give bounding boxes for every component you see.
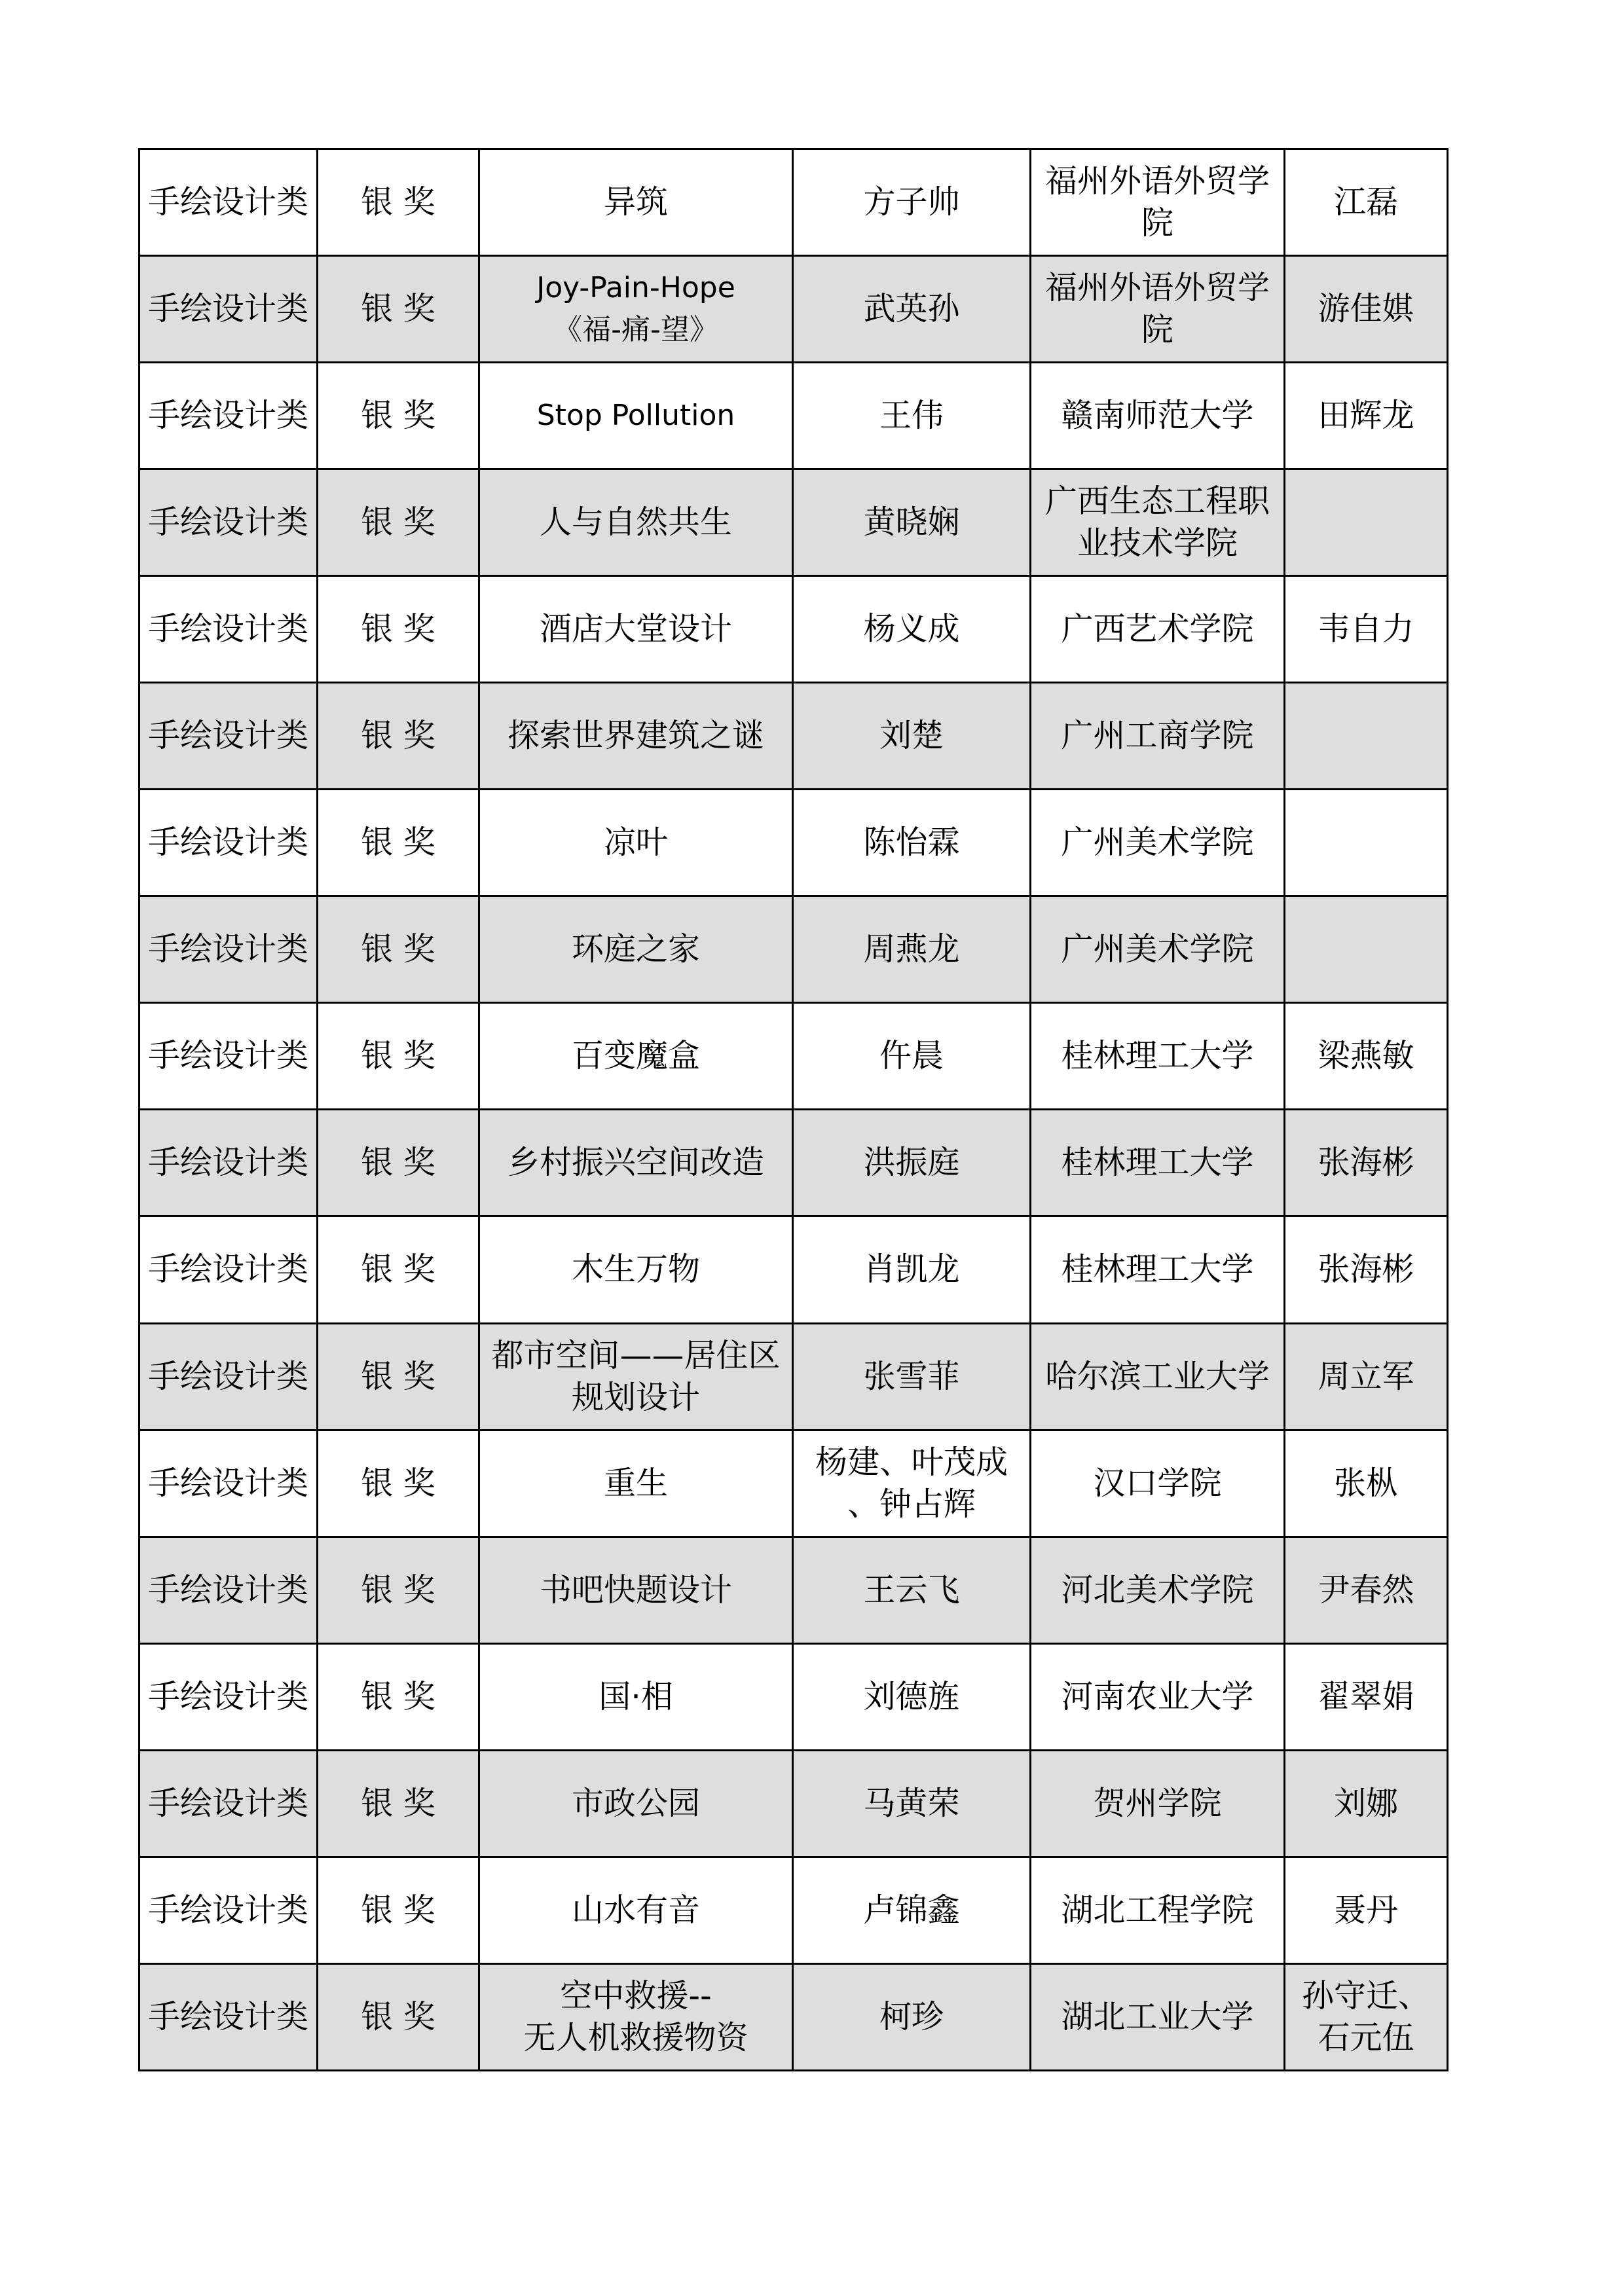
table-row bbox=[139, 896, 1448, 1003]
table-row bbox=[139, 1003, 1448, 1110]
work-title-line: 空中救援-- bbox=[560, 1977, 712, 2014]
advisor-cell bbox=[1285, 149, 1448, 256]
advisor-line: 游佳娸 bbox=[1318, 290, 1414, 328]
school-cell bbox=[1031, 1323, 1285, 1430]
school-cell bbox=[1031, 363, 1285, 469]
category-cell: 手绘设计类 bbox=[139, 1216, 318, 1323]
school-cell bbox=[1031, 1750, 1285, 1857]
advisor-line: 石元伍 bbox=[1318, 2018, 1414, 2056]
author-cell bbox=[793, 1643, 1031, 1750]
table-row bbox=[139, 1537, 1448, 1643]
advisor-cell bbox=[1285, 1430, 1448, 1537]
work-title-line: 人与自然共生 bbox=[539, 503, 732, 541]
school-cell bbox=[1031, 790, 1285, 896]
award-cell: 银 奖 bbox=[318, 1643, 479, 1750]
school-cell bbox=[1031, 576, 1285, 683]
advisor-cell bbox=[1285, 683, 1448, 790]
table-row bbox=[139, 256, 1448, 363]
school-cell bbox=[1031, 683, 1285, 790]
advisor-cell bbox=[1285, 1750, 1448, 1857]
award-cell: 银 奖 bbox=[318, 896, 479, 1003]
author-line: 方子帅 bbox=[863, 183, 960, 221]
award-cell: 银 奖 bbox=[318, 1110, 479, 1216]
work-title-line: 乡村振兴空间改造 bbox=[507, 1144, 764, 1182]
table-row bbox=[139, 1857, 1448, 1963]
author-cell bbox=[793, 576, 1031, 683]
author-line: 杨建、叶茂成 bbox=[815, 1443, 1008, 1481]
award-table bbox=[138, 148, 1449, 2071]
author-line: 刘德旌 bbox=[863, 1677, 960, 1715]
work-title-line: Joy-Pain-Hope bbox=[536, 271, 735, 305]
advisor-cell bbox=[1285, 1216, 1448, 1323]
school-line: 河南农业大学 bbox=[1061, 1677, 1254, 1715]
school-cell bbox=[1031, 1110, 1285, 1216]
author-line: 刘楚 bbox=[879, 717, 944, 755]
table-row bbox=[139, 1643, 1448, 1750]
school-line: 院 bbox=[1141, 204, 1173, 242]
advisor-line: 翟翠娟 bbox=[1318, 1677, 1414, 1715]
school-line: 广西生态工程职 bbox=[1044, 483, 1270, 520]
school-line: 福州外语外贸学 bbox=[1044, 162, 1270, 200]
category-cell: 手绘设计类 bbox=[139, 149, 318, 256]
author-line: 仵晨 bbox=[879, 1037, 944, 1075]
school-line: 广州工商学院 bbox=[1061, 717, 1254, 755]
school-line: 湖北工业大学 bbox=[1061, 1997, 1254, 2035]
work-title-line: 都市空间——居住区 bbox=[491, 1336, 781, 1374]
author-line: 杨义成 bbox=[863, 610, 960, 648]
work-title-cell bbox=[479, 1857, 793, 1963]
award-cell: 银 奖 bbox=[318, 149, 479, 256]
category-cell: 手绘设计类 bbox=[139, 1537, 318, 1643]
table-row bbox=[139, 363, 1448, 469]
award-cell: 银 奖 bbox=[318, 1963, 479, 2070]
category-cell: 手绘设计类 bbox=[139, 1643, 318, 1750]
work-title-line: 百变魔盒 bbox=[571, 1037, 700, 1075]
advisor-cell bbox=[1285, 469, 1448, 576]
advisor-line: 梁燕敏 bbox=[1318, 1037, 1414, 1075]
table-row bbox=[139, 1750, 1448, 1857]
work-title-line: 重生 bbox=[603, 1464, 668, 1502]
award-cell: 银 奖 bbox=[318, 790, 479, 896]
table-row bbox=[139, 1963, 1448, 2070]
table-row bbox=[139, 683, 1448, 790]
category-cell: 手绘设计类 bbox=[139, 469, 318, 576]
author-cell bbox=[793, 1003, 1031, 1110]
work-title-cell bbox=[479, 1110, 793, 1216]
school-line: 汉口学院 bbox=[1093, 1464, 1222, 1502]
advisor-cell bbox=[1285, 1857, 1448, 1963]
table-row bbox=[139, 1323, 1448, 1430]
author-cell bbox=[793, 1430, 1031, 1537]
category-cell: 手绘设计类 bbox=[139, 1963, 318, 2070]
author-line: 卢锦鑫 bbox=[863, 1891, 960, 1929]
school-line: 广州美术学院 bbox=[1061, 930, 1254, 968]
advisor-line: 聂丹 bbox=[1333, 1891, 1398, 1929]
author-cell bbox=[793, 363, 1031, 469]
category-cell: 手绘设计类 bbox=[139, 1857, 318, 1963]
award-cell: 银 奖 bbox=[318, 256, 479, 363]
author-line: 陈怡霖 bbox=[863, 824, 960, 862]
work-title-line: 环庭之家 bbox=[571, 930, 700, 968]
work-title-cell bbox=[479, 1963, 793, 2070]
table-row bbox=[139, 469, 1448, 576]
advisor-line: 刘娜 bbox=[1333, 1784, 1398, 1822]
work-title-cell bbox=[479, 256, 793, 363]
work-title-line: 探索世界建筑之谜 bbox=[507, 717, 764, 755]
award-cell: 银 奖 bbox=[318, 1430, 479, 1537]
author-cell bbox=[793, 1216, 1031, 1323]
author-cell bbox=[793, 1963, 1031, 2070]
school-cell bbox=[1031, 1857, 1285, 1963]
work-title-line: 木生万物 bbox=[571, 1250, 700, 1288]
work-title-line: Stop Pollution bbox=[536, 399, 735, 433]
advisor-cell bbox=[1285, 1537, 1448, 1643]
author-cell bbox=[793, 469, 1031, 576]
author-cell bbox=[793, 1110, 1031, 1216]
school-cell bbox=[1031, 256, 1285, 363]
author-cell bbox=[793, 683, 1031, 790]
work-title-cell bbox=[479, 1537, 793, 1643]
author-line: 马黄荣 bbox=[863, 1784, 960, 1822]
advisor-cell bbox=[1285, 896, 1448, 1003]
award-table-body bbox=[139, 149, 1448, 2071]
work-title-line: 国·相 bbox=[599, 1677, 673, 1715]
category-cell: 手绘设计类 bbox=[139, 683, 318, 790]
author-line: 洪振庭 bbox=[863, 1144, 960, 1182]
advisor-line: 张枞 bbox=[1333, 1464, 1398, 1502]
advisor-line: 孙守迁、 bbox=[1301, 1977, 1430, 2014]
work-title-line: 凉叶 bbox=[603, 824, 668, 862]
work-title-cell bbox=[479, 469, 793, 576]
school-line: 河北美术学院 bbox=[1061, 1571, 1254, 1609]
table-row bbox=[139, 576, 1448, 683]
award-cell: 银 奖 bbox=[318, 1323, 479, 1430]
work-title-cell bbox=[479, 1323, 793, 1430]
school-cell bbox=[1031, 1643, 1285, 1750]
award-cell: 银 奖 bbox=[318, 1857, 479, 1963]
work-title-line: 异筑 bbox=[603, 183, 668, 221]
author-cell bbox=[793, 1750, 1031, 1857]
advisor-line: 江磊 bbox=[1333, 183, 1398, 221]
work-title-line: 无人机救援物资 bbox=[523, 2018, 748, 2056]
award-cell: 银 奖 bbox=[318, 576, 479, 683]
award-cell: 银 奖 bbox=[318, 683, 479, 790]
school-cell bbox=[1031, 1963, 1285, 2070]
category-cell: 手绘设计类 bbox=[139, 363, 318, 469]
work-title-line: 规划设计 bbox=[571, 1378, 700, 1416]
school-cell bbox=[1031, 469, 1285, 576]
school-line: 福州外语外贸学 bbox=[1044, 269, 1270, 307]
advisor-cell bbox=[1285, 576, 1448, 683]
author-cell bbox=[793, 149, 1031, 256]
table-row bbox=[139, 1430, 1448, 1537]
award-cell: 银 奖 bbox=[318, 1537, 479, 1643]
author-line: 周燕龙 bbox=[863, 930, 960, 968]
advisor-cell bbox=[1285, 1003, 1448, 1110]
advisor-cell bbox=[1285, 363, 1448, 469]
work-title-cell bbox=[479, 363, 793, 469]
advisor-cell bbox=[1285, 1110, 1448, 1216]
school-line: 哈尔滨工业大学 bbox=[1044, 1357, 1270, 1395]
award-cell: 银 奖 bbox=[318, 1003, 479, 1110]
category-cell: 手绘设计类 bbox=[139, 896, 318, 1003]
work-title-line: 山水有音 bbox=[571, 1891, 700, 1929]
table-row bbox=[139, 1216, 1448, 1323]
school-cell bbox=[1031, 149, 1285, 256]
school-line: 广州美术学院 bbox=[1061, 824, 1254, 862]
advisor-cell bbox=[1285, 1643, 1448, 1750]
award-cell: 银 奖 bbox=[318, 363, 479, 469]
author-line: 黄晓娴 bbox=[863, 503, 960, 541]
work-title-line: 市政公园 bbox=[571, 1784, 700, 1822]
author-line: 王伟 bbox=[879, 397, 944, 435]
school-cell bbox=[1031, 1430, 1285, 1537]
work-title-cell bbox=[479, 683, 793, 790]
award-cell: 银 奖 bbox=[318, 469, 479, 576]
category-cell: 手绘设计类 bbox=[139, 576, 318, 683]
work-title-cell bbox=[479, 790, 793, 896]
author-cell bbox=[793, 256, 1031, 363]
category-cell: 手绘设计类 bbox=[139, 1430, 318, 1537]
category-cell: 手绘设计类 bbox=[139, 1003, 318, 1110]
author-cell bbox=[793, 790, 1031, 896]
table-row bbox=[139, 1110, 1448, 1216]
school-line: 广西艺术学院 bbox=[1061, 610, 1254, 648]
school-line: 桂林理工大学 bbox=[1061, 1144, 1254, 1182]
school-line: 湖北工程学院 bbox=[1061, 1891, 1254, 1929]
category-cell: 手绘设计类 bbox=[139, 1323, 318, 1430]
school-cell bbox=[1031, 1537, 1285, 1643]
author-line: 肖凯龙 bbox=[863, 1250, 960, 1288]
work-title-line: 《福-痛-望》 bbox=[553, 313, 718, 347]
work-title-cell bbox=[479, 1003, 793, 1110]
author-line: 武英孙 bbox=[863, 290, 960, 328]
advisor-line: 韦自力 bbox=[1318, 610, 1414, 648]
advisor-line: 周立军 bbox=[1318, 1357, 1414, 1395]
school-line: 赣南师范大学 bbox=[1061, 397, 1254, 435]
advisor-cell bbox=[1285, 256, 1448, 363]
category-cell: 手绘设计类 bbox=[139, 790, 318, 896]
work-title-cell bbox=[479, 1430, 793, 1537]
advisor-line: 张海彬 bbox=[1318, 1250, 1414, 1288]
category-cell: 手绘设计类 bbox=[139, 1750, 318, 1857]
author-cell bbox=[793, 1537, 1031, 1643]
advisor-line: 尹春然 bbox=[1318, 1571, 1414, 1609]
work-title-line: 酒店大堂设计 bbox=[539, 610, 732, 648]
advisor-line: 张海彬 bbox=[1318, 1144, 1414, 1182]
author-cell bbox=[793, 1323, 1031, 1430]
school-cell bbox=[1031, 1216, 1285, 1323]
school-line: 桂林理工大学 bbox=[1061, 1250, 1254, 1288]
author-cell bbox=[793, 896, 1031, 1003]
work-title-line: 书吧快题设计 bbox=[539, 1571, 732, 1609]
work-title-cell bbox=[479, 1216, 793, 1323]
work-title-cell bbox=[479, 1750, 793, 1857]
award-cell: 银 奖 bbox=[318, 1216, 479, 1323]
school-line: 贺州学院 bbox=[1093, 1784, 1222, 1822]
table-row bbox=[139, 790, 1448, 896]
table-row bbox=[139, 149, 1448, 256]
school-line: 业技术学院 bbox=[1077, 524, 1238, 562]
school-line: 院 bbox=[1141, 311, 1173, 349]
advisor-cell bbox=[1285, 1323, 1448, 1430]
category-cell: 手绘设计类 bbox=[139, 256, 318, 363]
work-title-cell bbox=[479, 1643, 793, 1750]
work-title-cell bbox=[479, 896, 793, 1003]
school-cell bbox=[1031, 896, 1285, 1003]
author-line: 柯珍 bbox=[879, 1997, 944, 2035]
author-line: 、钟占辉 bbox=[847, 1485, 976, 1523]
school-line: 桂林理工大学 bbox=[1061, 1037, 1254, 1075]
work-title-cell bbox=[479, 149, 793, 256]
work-title-cell bbox=[479, 576, 793, 683]
advisor-cell bbox=[1285, 790, 1448, 896]
author-cell bbox=[793, 1857, 1031, 1963]
award-cell: 银 奖 bbox=[318, 1750, 479, 1857]
author-line: 张雪菲 bbox=[863, 1357, 960, 1395]
advisor-line: 田辉龙 bbox=[1318, 397, 1414, 435]
category-cell: 手绘设计类 bbox=[139, 1110, 318, 1216]
advisor-cell bbox=[1285, 1963, 1448, 2070]
school-cell bbox=[1031, 1003, 1285, 1110]
author-line: 王云飞 bbox=[863, 1571, 960, 1609]
